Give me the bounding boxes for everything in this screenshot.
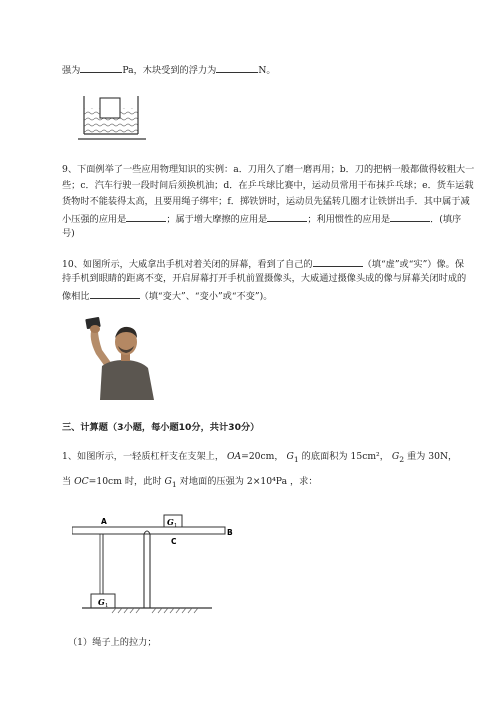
- label-g1-ground-sub: 1: [105, 603, 109, 609]
- q10-text: 像相比: [62, 291, 90, 302]
- hand: [90, 325, 100, 333]
- var-g1: G: [164, 476, 172, 487]
- answer-blank: [390, 212, 430, 222]
- q8-text-1: 强为: [62, 65, 81, 76]
- q10-text: 10、如图所示，大威拿出手机对着关闭的屏幕，看到了自己的: [62, 259, 313, 270]
- q1-text: 重为: [406, 451, 426, 462]
- label-b: B: [227, 528, 233, 537]
- q8-tail-line: [62, 63, 276, 77]
- q9-line-1: 9、下面例举了一些应用物理知识的实例：a．刀用久了磨一磨再用；b．刀的把柄一般都做得较粗大一: [62, 164, 475, 175]
- label-a: A: [101, 517, 107, 526]
- var-g1: G: [286, 451, 294, 462]
- answer-blank: [90, 289, 140, 299]
- q9-line-5: 号): [62, 228, 75, 239]
- q10-line-3: [62, 289, 272, 303]
- q9-text: ．(填序: [430, 214, 462, 225]
- subscript: 2: [399, 454, 405, 464]
- answer-blank: [80, 63, 122, 73]
- q1-text: 对地面的压强为: [179, 476, 244, 487]
- q1-text: ，: [274, 451, 284, 462]
- var-g2: G: [391, 451, 400, 462]
- lever-bar: [72, 527, 225, 534]
- q9-text: ；属于增大摩擦的应用是: [166, 214, 268, 225]
- q9-text: ；利用惯性的应用是: [307, 214, 391, 225]
- label-c: C: [171, 537, 177, 546]
- q8-text-2: Pa，木块受到的浮力为: [122, 65, 217, 76]
- ground-hatch: [112, 608, 198, 613]
- answer-blank: [267, 212, 307, 222]
- q9-line-3: 货物时不能装得太高，且要用绳子绑牢；f．掷铁饼时，运动员先猛转几圈才让铁饼出手．其中属于减: [62, 196, 470, 207]
- section-heading: 三、计算题（3小题，每小题10分，共计30分）: [62, 422, 260, 433]
- beaker-figure: [78, 92, 150, 144]
- q1-text: ，: [379, 451, 389, 462]
- q1-text: 时，此时: [124, 476, 162, 487]
- q9-line-4: [62, 212, 461, 226]
- q10-text: （填“变大”、“变小”或“不变”)。: [139, 291, 273, 302]
- q1-line-2: [62, 476, 318, 491]
- q9-text: 小压强的应用是: [62, 214, 127, 225]
- q10-line-1: [62, 257, 464, 271]
- q1-text: ，求：: [289, 476, 318, 487]
- var-oc: OC: [74, 476, 89, 487]
- q1-text: 1、如图所示，一轻质杠杆支在支架上，: [62, 451, 225, 462]
- q1-value: 30N: [428, 451, 449, 462]
- q1-value: =10cm: [88, 476, 122, 487]
- man-with-phone-photo: [66, 316, 162, 400]
- q1-line-1: [62, 451, 457, 466]
- q1-text: 当: [62, 476, 72, 487]
- q1-value: 2×10⁴Pa: [246, 476, 288, 487]
- wood-block: [100, 98, 120, 118]
- q1-value: 15cm²: [350, 451, 380, 462]
- subscript: 1: [171, 479, 177, 489]
- sub-question-1: （1）绳子上的拉力；: [68, 637, 157, 648]
- q1-text: 的底面积为: [301, 451, 348, 462]
- q10-text: （填“虚”或“实”）像。保: [362, 259, 465, 270]
- q1-text: ，: [448, 451, 458, 462]
- answer-blank: [126, 212, 166, 222]
- label-g1-top-sub: 1: [174, 523, 178, 529]
- subscript: 1: [293, 454, 299, 464]
- support-stand: [144, 534, 150, 608]
- label-g1-ground: G: [98, 597, 105, 607]
- label-g1-top: G: [167, 517, 174, 527]
- answer-blank: [216, 63, 258, 73]
- lever-figure: [72, 508, 242, 620]
- q8-text-3: N。: [258, 65, 276, 76]
- q10-line-2: 持手机到眼睛的距离不变，开启屏幕打开手机前置摄像头，大威通过摄像头成的像与屏幕关闭时成的: [62, 273, 467, 284]
- answer-blank: [313, 257, 363, 267]
- var-oa: OA: [226, 451, 242, 462]
- q9-line-2: 些；c．汽车行驶一段时间后须换机油；d．在乒乓球比赛中，运动员常用干布抹乒乓球；e．货车运载: [62, 180, 474, 191]
- q1-value: =20cm: [241, 451, 275, 462]
